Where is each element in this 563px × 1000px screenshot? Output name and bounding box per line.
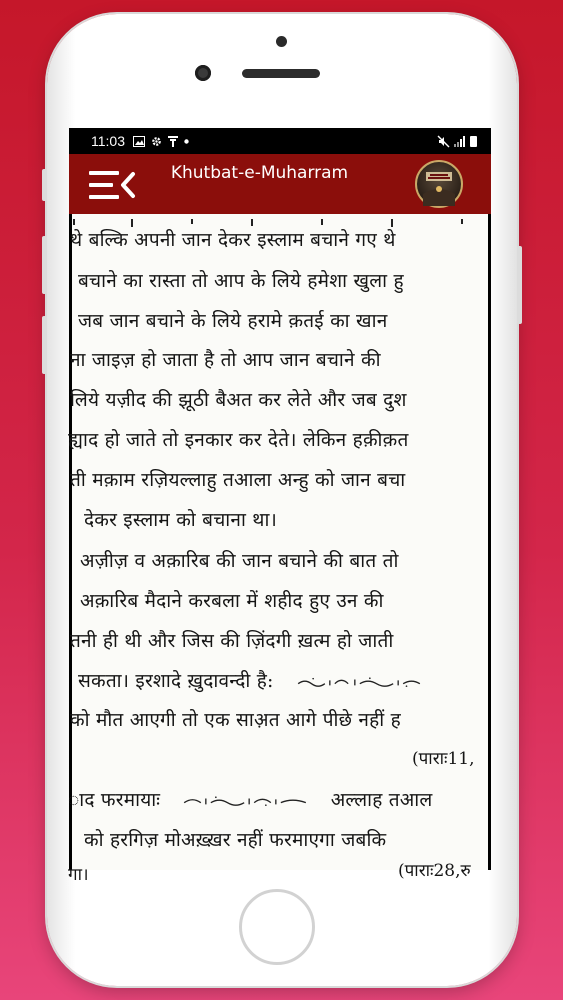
gear-icon: [151, 136, 162, 147]
volume-up-button: [42, 236, 47, 294]
text-line: ह्याद हो जाते तो इनकार कर देते। लेकिन हक़ीक़त: [68, 429, 409, 451]
app-logo-icon: [415, 160, 463, 208]
text-segment: सकता। इरशादे ख़ुदावन्दी है:: [78, 670, 274, 692]
menu-back-icon[interactable]: [89, 171, 135, 199]
mute-switch: [42, 169, 47, 201]
text-line: अज़ीज़ व अक़ारिब की जान बचाने की बात तो: [80, 550, 399, 572]
app-bar: [69, 154, 491, 214]
text-line: थे बल्कि अपनी जान देकर इस्लाम बचाने गए थे: [70, 229, 396, 251]
text-line-with-arabic: [78, 667, 438, 693]
status-time: 11:03: [91, 133, 125, 149]
text-line: जब जान बचाने के लिये हरामे क़तई का खान: [78, 310, 388, 332]
text-line: को हरगिज़ मोअख़्ख़र नहीं फरमाएगा जबकि: [84, 829, 387, 851]
status-icons-right: [438, 136, 477, 147]
battery-icon: [470, 136, 477, 147]
dot-icon: [184, 139, 189, 144]
proximity-sensor: [276, 36, 287, 47]
text-line: तनी ही थी और जिस की ज़िंदगी ख़त्म हो जाती: [70, 630, 394, 652]
reference-citation: (पाराः28,रु: [398, 861, 471, 881]
arabic-verse-image: [284, 677, 434, 687]
arabic-verse-image: [170, 796, 320, 806]
volume-down-button: [42, 316, 47, 374]
phone-screen: [68, 128, 491, 885]
wifi-filter-icon: [168, 136, 178, 147]
home-button[interactable]: [239, 889, 315, 965]
text-line: बचाने का रास्ता तो आप के लिये हमेशा खुला हु: [78, 270, 404, 292]
earpiece-speaker: [242, 69, 320, 78]
power-button: [517, 246, 522, 324]
text-line: देकर इस्लाम को बचाना था।: [84, 509, 277, 531]
text-line: को मौत आएगी तो एक साअ़त आगे पीछे नहीं ह: [70, 709, 401, 731]
text-line-with-arabic: [68, 786, 432, 812]
mute-icon: [438, 136, 449, 147]
text-line: गा।: [68, 865, 89, 885]
text-segment: ाद फरमायाः: [68, 789, 161, 811]
front-camera: [195, 65, 211, 81]
text-line: ना जाइज़ हो जाता है तो आप जान बचाने की: [70, 349, 381, 371]
reference-citation: (पाराः11,: [412, 749, 475, 769]
signal-icon: [454, 136, 465, 147]
text-line: ती मक़ाम रज़ियल्लाहु तआला अन्हु को जान बचा: [70, 469, 406, 491]
cropped-text-fragment: [72, 214, 488, 224]
text-segment: अल्लाह तआल: [330, 789, 433, 811]
status-icons-left: [133, 136, 189, 147]
status-bar: [69, 128, 491, 154]
book-page-content[interactable]: [68, 214, 488, 885]
app-title: Khutbat-e-Muharram: [170, 163, 349, 183]
text-line: अक़ारिब मैदाने करबला में शहीद हुए उन की: [80, 590, 384, 612]
text-line: लिये यज़ीद की झूठी बैअत कर लेते और जब दुश: [70, 389, 407, 411]
image-icon: [133, 136, 145, 147]
